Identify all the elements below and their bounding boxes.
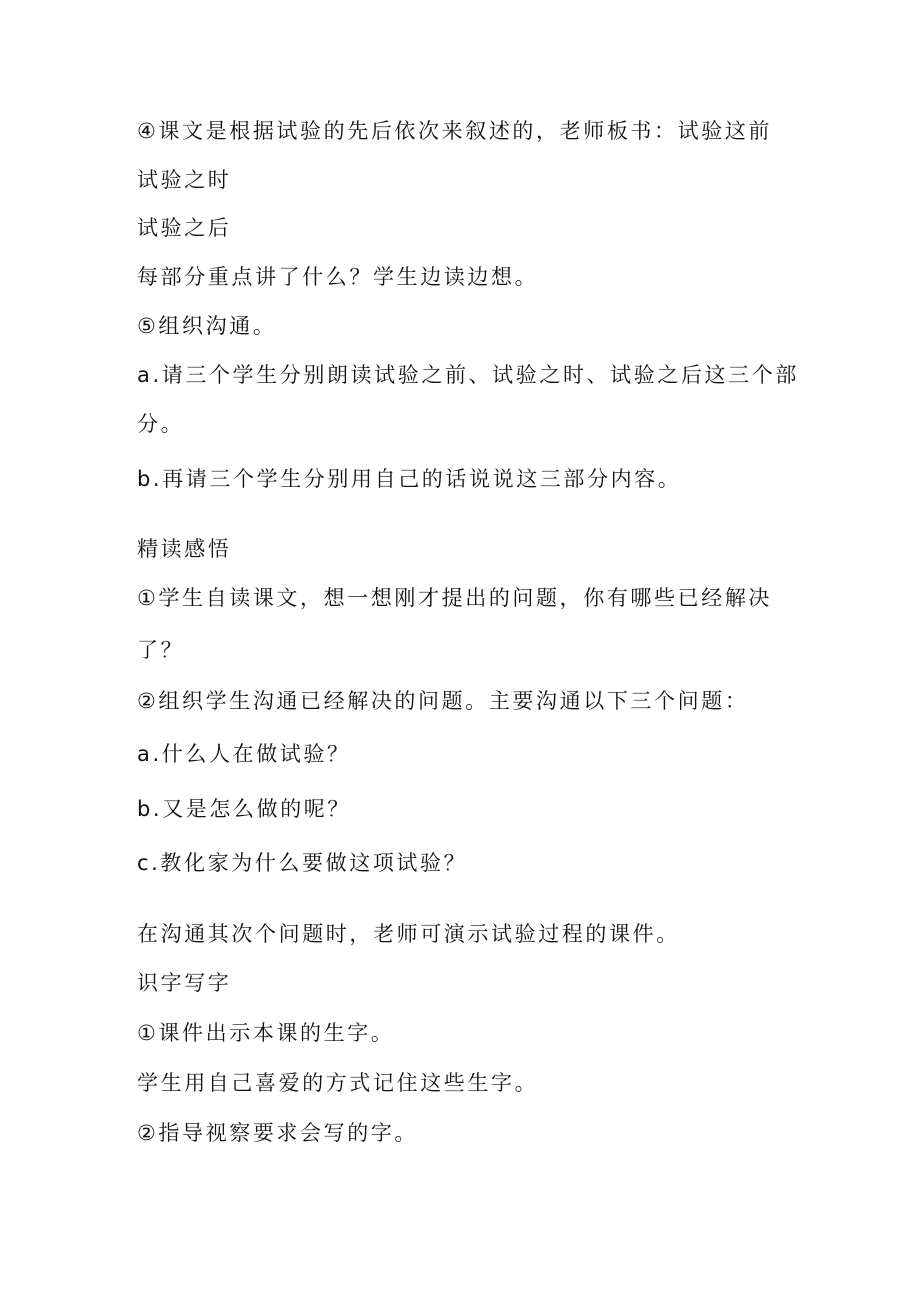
paragraph-item-a-continued: 分。	[137, 412, 185, 436]
paragraph-experiment-order: ④课文是根据试验的先后依次来叙述的，老师板书：试验这前	[137, 119, 773, 143]
paragraph-question-b: b.又是怎么做的呢？	[137, 797, 352, 821]
section-heading-close-reading: 精读感悟	[137, 537, 232, 561]
paragraph-item-b-retell: b.再请三个学生分别用自己的话说说这三部分内容。	[137, 467, 682, 491]
paragraph-organize-communication: ⑤组织沟通。	[137, 314, 277, 338]
paragraph-during-experiment: 试验之时	[137, 168, 232, 192]
paragraph-self-reading-continued: 了？	[137, 638, 185, 662]
paragraph-discuss-questions: ②组织学生沟通已经解决的问题。主要沟通以下三个问题：	[137, 689, 749, 713]
paragraph-memorize-characters: 学生用自己喜爱的方式记住这些生字。	[137, 1071, 539, 1095]
section-heading-literacy-writing: 识字写字	[137, 971, 232, 995]
paragraph-guide-writing: ②指导视察要求会写的字。	[137, 1121, 419, 1145]
paragraph-question-a: a.什么人在做试验？	[137, 742, 351, 766]
paragraph-demo-courseware: 在沟通其次个问题时，老师可演示试验过程的课件。	[137, 922, 680, 946]
paragraph-key-points-question: 每部分重点讲了什么？学生边读边想。	[137, 265, 539, 289]
paragraph-item-a-read-aloud: a.请三个学生分别朗读试验之前、试验之时、试验之后这三个部	[137, 363, 799, 387]
paragraph-question-c: c.教化家为什么要做这项试验？	[137, 851, 468, 875]
paragraph-show-new-characters: ①课件出示本课的生字。	[137, 1021, 395, 1045]
paragraph-self-reading: ①学生自读课文，想一想刚才提出的问题，你有哪些已经解决	[137, 586, 773, 610]
paragraph-after-experiment: 试验之后	[137, 216, 232, 240]
